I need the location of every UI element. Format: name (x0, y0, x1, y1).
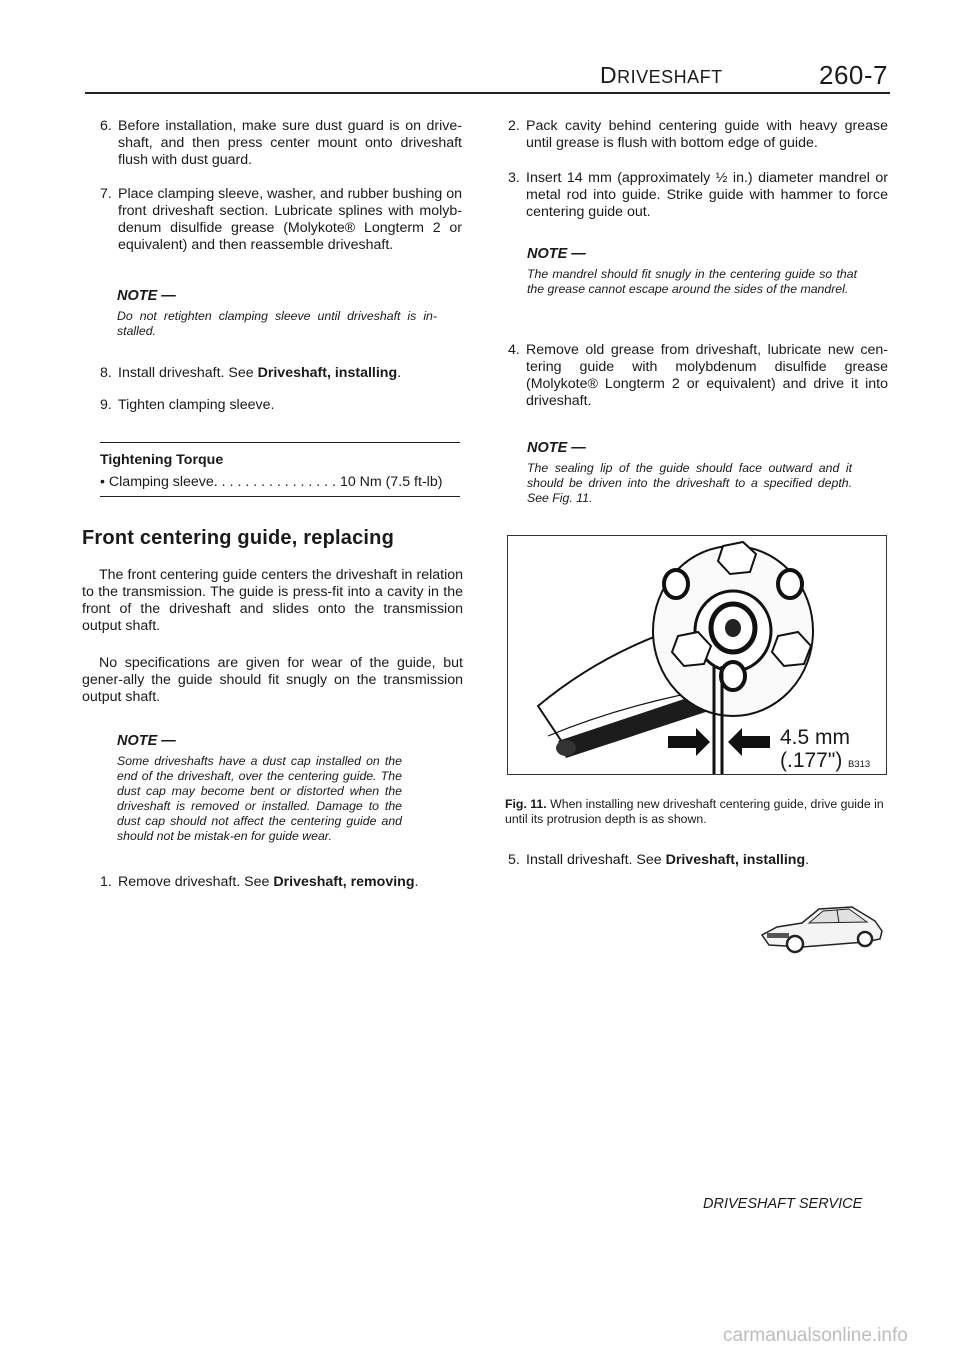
header-title: DRIVESHAFT (600, 62, 723, 88)
paragraph-guide-purpose: The front centering guide centers the driveshaft in relation to the transmission. The guide is press-fit into a cavity in the front of the driveshaft and slides onto the transmission output shaft. (82, 567, 463, 634)
torque-rule-bottom (100, 496, 460, 497)
note-mandrel: NOTE — The mandrel should fit snugly in the centering guide so that the grease cannot escape around the sides of the mandrel. (527, 246, 857, 296)
header-rule (85, 92, 890, 94)
page-number: 260-7 (819, 60, 888, 90)
step-2: 2. Pack cavity behind centering guide with heavy grease until grease is flush with bottom edge of guide. (508, 118, 888, 151)
dimension-mm: 4.5 mm (780, 726, 851, 749)
footer-section-name: DRIVESHAFT SERVICE (703, 1196, 863, 1212)
torque-heading: Tightening Torque (100, 452, 224, 468)
torque-row: • Clamping sleeve. . . . . . . . . . . . . . . . 10 Nm (7.5 ft-lb) (100, 474, 443, 490)
step-7: 7. Place clamping sleeve, washer, and rubber bushing on front driveshaft section. Lubricate splines with molyb-denum disulfide grease (Molykote® Longterm 2 or equivalent) and then reassemble driveshaft. (100, 186, 462, 253)
dimension-in: (.177") (780, 749, 843, 772)
step-9: 9. Tighten clamping sleeve. (100, 397, 275, 413)
step-6: 6. Before installation, make sure dust guard is on drive-shaft, and then press center mount onto driveshaft flush with dust guard. (100, 118, 462, 168)
car-icon (757, 897, 887, 957)
note-clamping-sleeve: NOTE — Do not retighten clamping sleeve until driveshaft is in-stalled. (117, 288, 437, 338)
step-3: 3. Insert 14 mm (approximately ½ in.) diameter mandrel or metal rod into guide. Strike guide with hammer to force centering guide out. (508, 170, 888, 220)
step-1: 1. Remove driveshaft. See Driveshaft, removing. (100, 874, 419, 890)
figure-11 (507, 535, 887, 775)
page-header (600, 62, 888, 92)
step-8: 8. Install driveshaft. See Driveshaft, installing. (100, 365, 402, 381)
note-sealing-lip: NOTE — The sealing lip of the guide should face outward and it should be driven into the driveshaft to a specified depth. See Fig. 11. (527, 440, 852, 505)
paragraph-guide-wear: No specifications are given for wear of the guide, but gener-ally the guide should fit snugly on the transmission output shaft. (82, 655, 463, 705)
step-5: 5. Install driveshaft. See Driveshaft, installing. (508, 852, 810, 868)
figure-caption: Fig. 11. When installing new driveshaft centering guide, drive guide in until its protrusion depth is as shown. (505, 797, 884, 826)
step-4: 4. Remove old grease from driveshaft, lubricate new cen-tering guide with molybdenum disulfide grease (Molykote® Longterm 2 or equivalent) and drive it into driveshaft. (508, 342, 888, 409)
figure-code: B313 (848, 759, 871, 770)
section-title: Front centering guide, replacing (82, 527, 394, 549)
torque-rule-top (100, 442, 460, 443)
note-dust-cap: NOTE — Some driveshafts have a dust cap installed on the end of the driveshaft, over the centering guide. The dust cap may become bent or distorted when the driveshaft is removed or installed. Damage to the dust cap should not affect the centering guide and should not be mistak-en for guide wear. (117, 733, 402, 843)
watermark: carmanualsonline.info (723, 1325, 908, 1346)
